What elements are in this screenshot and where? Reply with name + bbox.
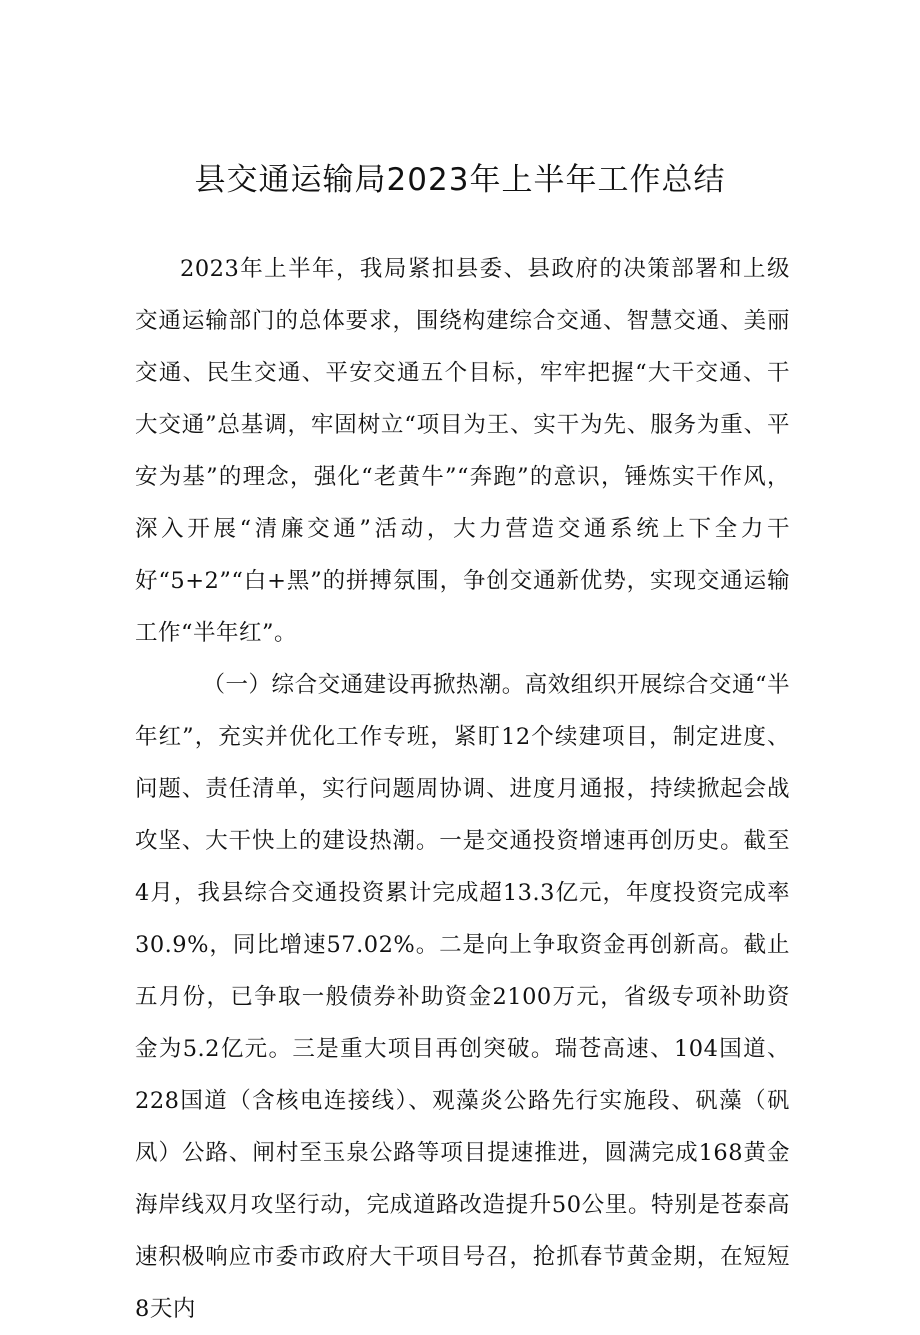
intro-paragraph: 2023年上半年，我局紧扣县委、县政府的决策部署和上级交通运输部门的总体要求，围绕构建综合交通、智慧交通、美丽交通、民生交通、平安交通五个目标，牢牢把握“大干交通、干大交通”总基调，牢固树立“项目为王、实干为先、服务为重、平安为基”的理念，强化“老黄牛”“奔跑”的意识，锤炼实干作风，深入开展“清廉交通”活动，大力营造交通系统上下全力干好“5+2”“白+黑”的拼搏氛围，争创交通新优势，实现交通运输工作“半年红”。 bbox=[135, 256, 790, 646]
section-one-paragraph: （一）综合交通建设再掀热潮。高效组织开展综合交通“半年红”，充实并优化工作专班，紧盯12个续建项目，制定进度、问题、责任清单，实行问题周协调、进度月通报，持续掀起会战攻坚、大干快上的建设热潮。一是交通投资增速再创历史。截至4月，我县综合交通投资累计完成超13.3亿元，年度投资完成率30.9%，同比增速57.02%。二是向上争取资金再创新高。截止五月份，已争取一般债券补助资金2100万元，省级专项补助资金为5.2亿元。三是重大项目再创突破。瑞苍高速、104国道、228国道（含核电连接线）、观藻炎公路先行实施段、矾藻（矾凤）公路、闸村至玉泉公路等项目提速推进，圆满完成168黄金海岸线双月攻坚行动，完成道路改造提升50公里。特别是苍泰高速积极响应市委市政府大干项目号召，抢抓春节黄金期，在短短8天内 bbox=[135, 672, 790, 1322]
document-title: 县交通运输局2023年上半年工作总结 bbox=[194, 162, 726, 198]
document-body bbox=[135, 243, 790, 1335]
